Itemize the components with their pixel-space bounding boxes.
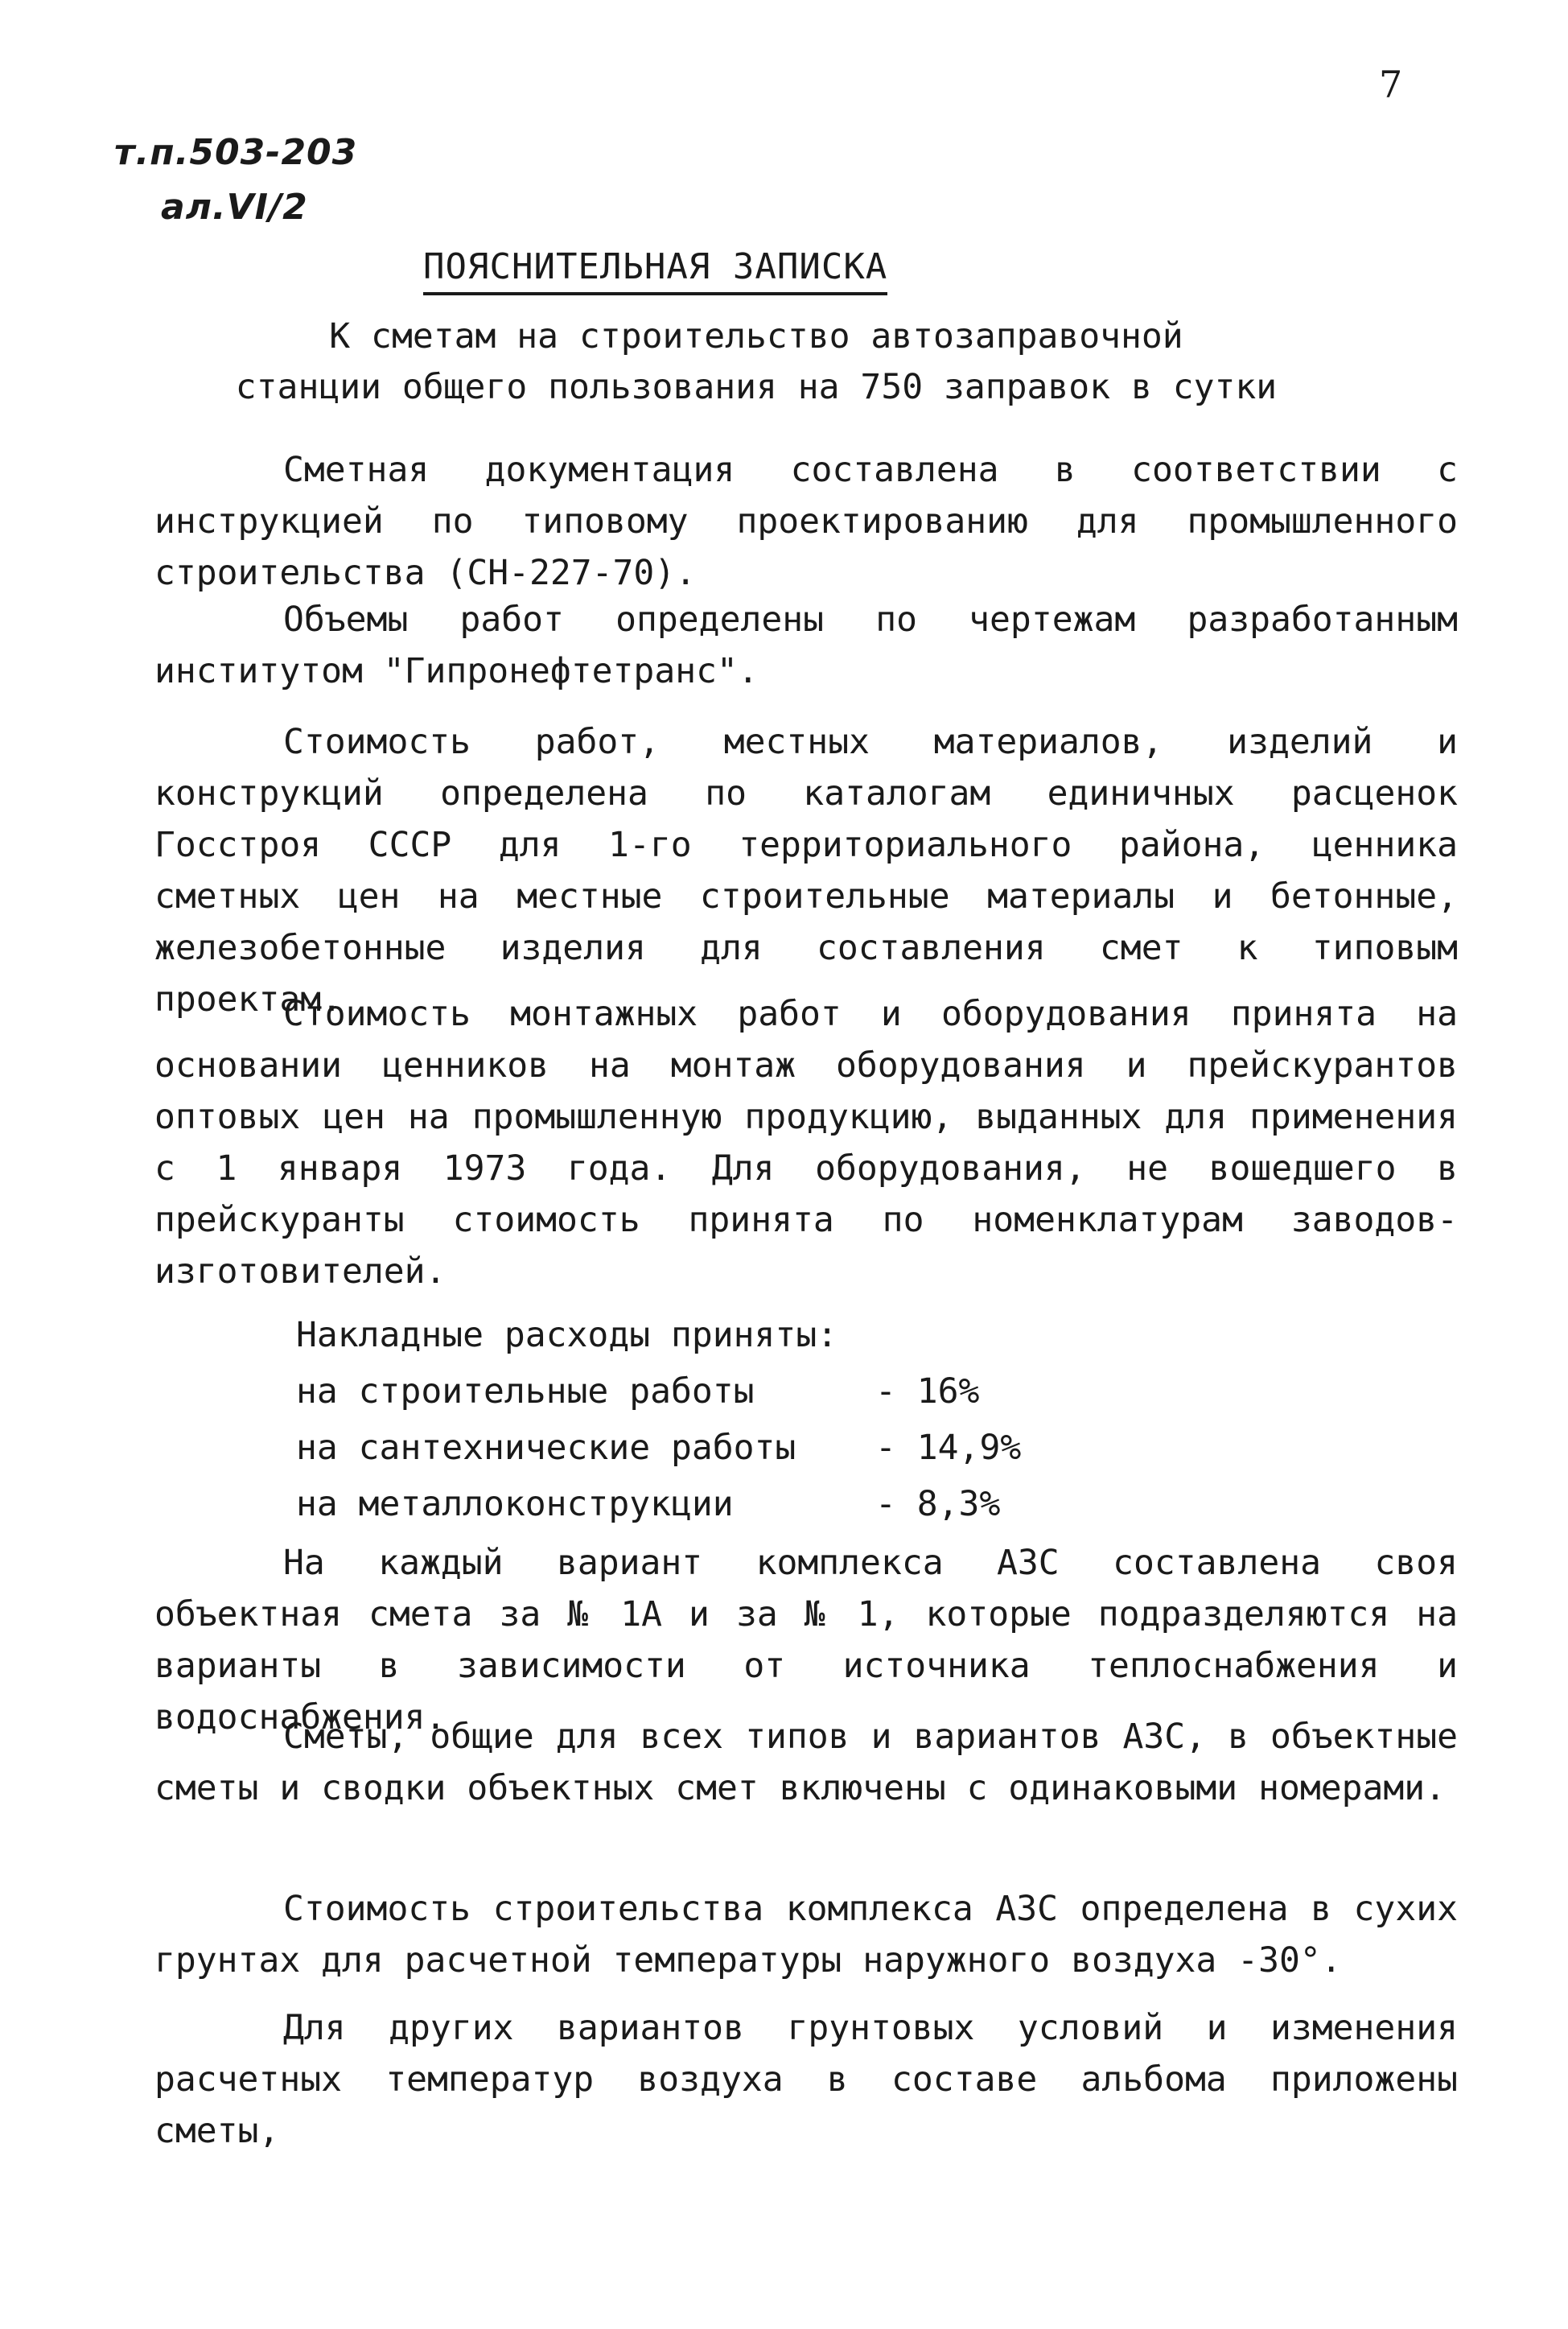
- paragraph-cost-of-works: Стоимость работ, местных материалов, изделий и конструкций определена по каталогам единичных расценок Госстроя СССР для 1-го территориального района, ценника сметных цен на местные строительные материалы и бетонные, железобетонные изделия для составления смет к типовым проектам.: [154, 722, 1458, 1020]
- handwritten-project-code: т.п.503-203: [114, 132, 358, 173]
- overhead-label: на сантехнические работы: [296, 1428, 796, 1468]
- paragraph-documentation: Сметная документация составлена в соответствии с инструкцией по типовому проектированию для промышленного строительства (СН-227-70).: [154, 450, 1458, 593]
- overhead-label: на металлоконструкции: [296, 1484, 734, 1524]
- paragraph-object-estimate: На каждый вариант комплекса АЗС составлена своя объектная смета за № 1А и за № 1, которые подразделяются на варианты в зависимости от источника теплоснабжения и водоснабжения.: [154, 1543, 1458, 1737]
- subtitle-line-2: станции общего пользования на 750 заправок в сутки: [235, 367, 1278, 407]
- overhead-label: на строительные работы: [296, 1371, 755, 1412]
- paragraph-volumes: Объемы работ определены по чертежам разработанным институтом "Гипронефтетранс".: [154, 600, 1458, 691]
- paragraph-common-estimates: Сметы, общие для всех типов и вариантов АЗС, в объектные сметы и сводки объектных смет включены с одинаковыми номерами.: [154, 1717, 1458, 1808]
- page-number: 7: [1379, 63, 1403, 106]
- subtitle-line-1: К сметам на строительство автозаправочной: [329, 316, 1183, 357]
- paragraph-other-variants: Для других вариантов грунтовых условий и изменения расчетных температур воздуха в составе альбома приложены сметы,: [154, 2008, 1458, 2151]
- paragraph-dry-soil: Стоимость строительства комплекса АЗС определена в сухих грунтах для расчетной температуры наружного воздуха -30°.: [154, 1889, 1458, 1981]
- overhead-value: - 16%: [875, 1371, 980, 1412]
- overhead-heading: Накладные расходы приняты:: [296, 1315, 838, 1355]
- overhead-list: [296, 1307, 1021, 1532]
- overhead-row: [296, 1363, 1021, 1420]
- paragraph-installation-cost: Стоимость монтажных работ и оборудования принята на основании ценников на монтаж оборудования и прейскурантов оптовых цен на промышленную продукцию, выданных для применения с 1 января 1973 года. Для оборудования, не вошедшего в прейскуранты стоимость принята по номенклатурам заводов-изготовителей.: [154, 994, 1458, 1292]
- overhead-value: - 8,3%: [875, 1484, 1001, 1524]
- document-title: ПОЯСНИТЕЛЬНАЯ ЗАПИСКА: [423, 246, 887, 295]
- overhead-row: [296, 1476, 1021, 1532]
- overhead-row: [296, 1420, 1021, 1476]
- overhead-value: - 14,9%: [875, 1428, 1022, 1468]
- handwritten-album-ref: ал.VI/2: [161, 187, 308, 228]
